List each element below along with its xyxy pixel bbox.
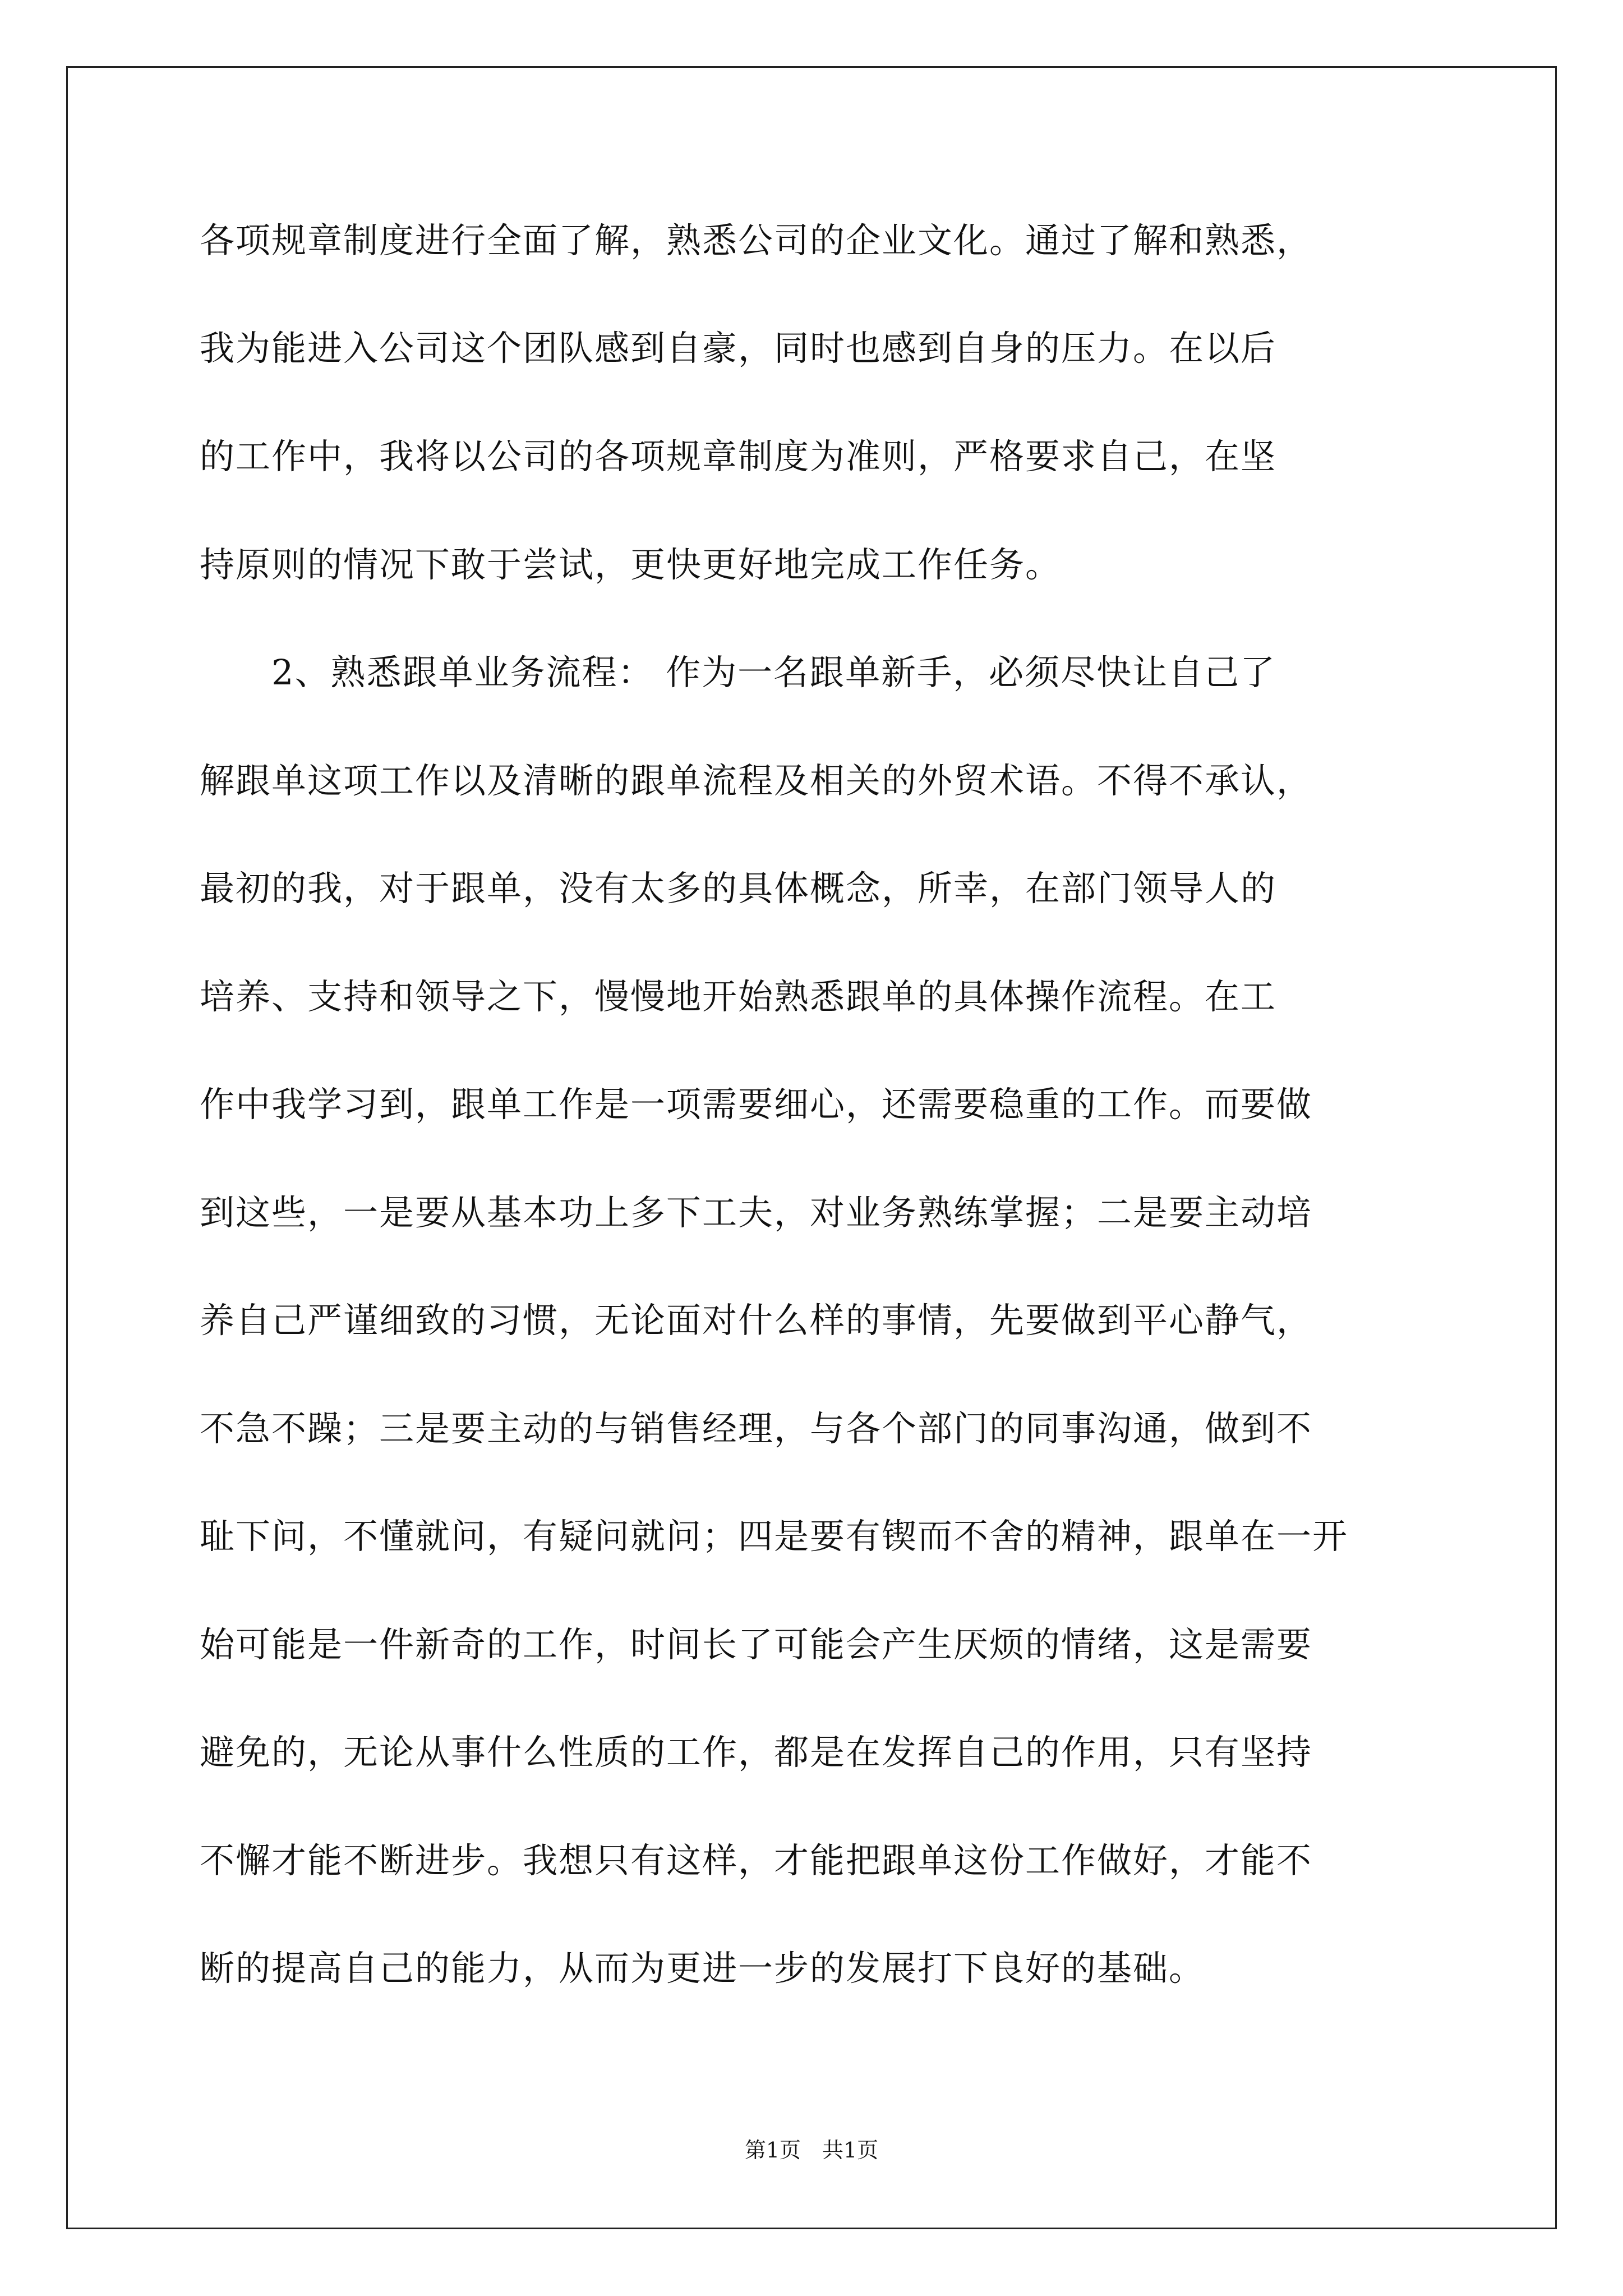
paragraph-line: 不懈才能不断进步。我想只有这样，才能把跟单这份工作做好，才能不	[200, 1840, 1313, 1881]
page-number-footer: 第1页 共1页	[744, 2138, 879, 2162]
paragraph-line: 避免的，无论从事什么性质的工作，都是在发挥自己的作用，只有坚持	[200, 1732, 1313, 1773]
paragraph-line: 断的提高自己的能力，从而为更进一步的发展打下良好的基础。	[200, 1948, 1205, 1989]
paragraph-line: 2、熟悉跟单业务流程： 作为一名跟单新手，必须尽快让自己了	[200, 652, 1276, 693]
paragraph-line: 作中我学习到，跟单工作是一项需要细心，还需要稳重的工作。而要做	[200, 1084, 1313, 1125]
paragraph-line: 不急不躁；三是要主动的与销售经理，与各个部门的同事沟通，做到不	[200, 1408, 1313, 1449]
paragraph-line: 各项规章制度进行全面了解，熟悉公司的企业文化。通过了解和熟悉，	[200, 220, 1313, 261]
paragraph-line: 始可能是一件新奇的工作，时间长了可能会产生厌烦的情绪，这是需要	[200, 1624, 1313, 1665]
paragraph-line: 耻下问，不懂就问，有疑问就问；四是要有锲而不舍的精神，跟单在一开	[200, 1516, 1349, 1557]
paragraph-line: 养自己严谨细致的习惯，无论面对什么样的事情，先要做到平心静气，	[200, 1300, 1313, 1341]
paragraph-line: 培养、支持和领导之下，慢慢地开始熟悉跟单的具体操作流程。在工	[200, 976, 1277, 1017]
paragraph-line: 持原则的情况下敢于尝试，更快更好地完成工作任务。	[200, 544, 1062, 585]
paragraph-line: 我为能进入公司这个团队感到自豪，同时也感到自身的压力。在以后	[200, 328, 1277, 369]
page-border	[66, 66, 1557, 2229]
paragraph-line: 最初的我，对于跟单，没有太多的具体概念，所幸，在部门领导人的	[200, 868, 1277, 909]
paragraph-line: 到这些，一是要从基本功上多下工夫，对业务熟练掌握；二是要主动培	[200, 1192, 1313, 1233]
paragraph-line: 的工作中，我将以公司的各项规章制度为准则，严格要求自己，在坚	[200, 436, 1277, 477]
paragraph-line: 解跟单这项工作以及清晰的跟单流程及相关的外贸术语。不得不承认，	[200, 760, 1313, 801]
